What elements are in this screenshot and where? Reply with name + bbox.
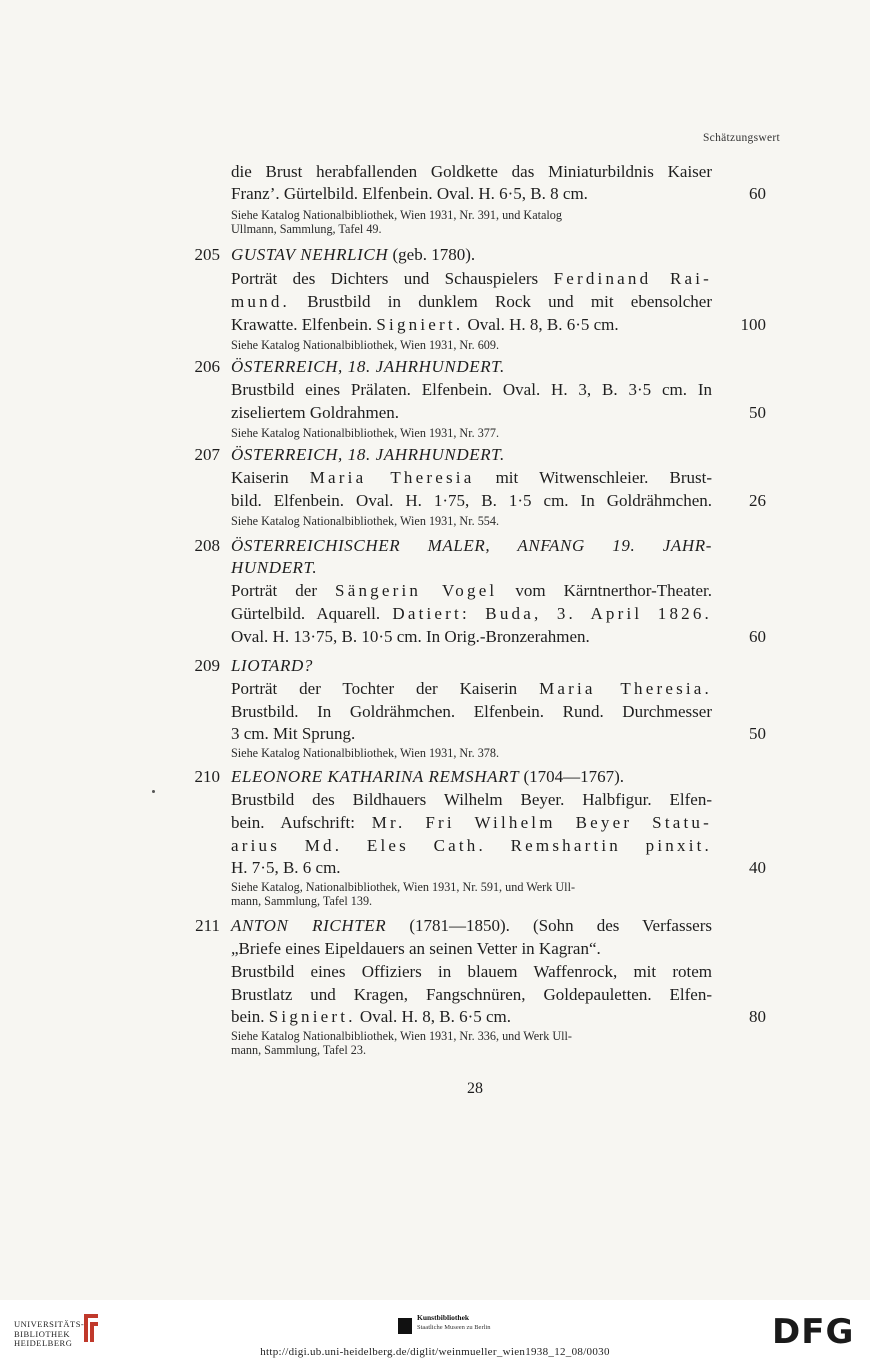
price: 40 (749, 858, 766, 877)
column-header-estimate: Schätzungswert (702, 132, 780, 144)
ink-speck (152, 790, 155, 793)
text-span: Porträt der Tochter der Kaiserin (231, 679, 540, 698)
artist-name: ELEONORE KATHARINA REMSHART (231, 767, 520, 786)
kunstbibliothek-subtitle: Staatliche Museen zu Berlin (417, 1324, 491, 1331)
text-line: Franz’. Gürtelbild. Elfenbein. Oval. H. 6·5, B. 8 cm. (231, 184, 588, 203)
text-line (231, 1006, 712, 1028)
text-line: Brustbild eines Prälaten. Elfenbein. Oval. H. 3, B. 3·5 cm. In (231, 380, 712, 399)
entry-title (231, 915, 712, 937)
text-line: „Briefe eines Eipeldauers an seinen Vetter in Kagran“. (231, 939, 601, 958)
text-line (231, 291, 712, 313)
entry-title: LIOTARD? (231, 656, 313, 675)
text-span: Brustbild in dunklem Rock und mit ebensolcher (289, 292, 712, 311)
price: 60 (749, 627, 766, 646)
reference-line: Ullmann, Sammlung, Tafel 49. (231, 222, 382, 236)
text-line: H. 7·5, B. 6 cm. (231, 858, 341, 877)
text-span: Porträt der (231, 581, 336, 600)
price: 26 (749, 491, 766, 510)
price: 60 (749, 184, 766, 203)
lot-number: 211 (195, 916, 220, 935)
text-line (231, 678, 712, 700)
entry-title: ÖSTERREICHISCHER MALER, ANFANG 19. JAHR- (231, 536, 712, 555)
text-line: die Brust herabfallenden Goldkette das Miniaturbildnis Kaiser (231, 162, 712, 181)
text-span: bein. (231, 1007, 269, 1026)
kunstbibliothek-icon (398, 1318, 412, 1334)
text-line (231, 314, 712, 336)
text-span: Porträt des Dichters und Schauspielers (231, 269, 554, 288)
text-line: Brustbild des Bildhauers Wilhelm Beyer. Halbfigur. Elfen- (231, 790, 712, 809)
text-line (231, 580, 712, 602)
text-line (231, 812, 712, 834)
reference-line: Siehe Katalog Nationalbibliothek, Wien 1931, Nr. 377. (231, 426, 500, 440)
artist-dates: (1704—1767). (519, 767, 625, 786)
artist-dates: (geb. 1780). (388, 245, 476, 264)
reference-line: Siehe Katalog Nationalbibliothek, Wien 1931, Nr. 378. (231, 746, 500, 760)
artist-name: GUSTAV NEHRLICH (231, 245, 389, 264)
artist-name: ANTON RICHTER (231, 916, 387, 935)
text-span: Oval. H. 8, B. 6·5 cm. (355, 1007, 512, 1026)
text-line: Oval. H. 13·75, B. 10·5 cm. In Orig.-Bronzerahmen. (231, 627, 590, 646)
reference-line: Siehe Katalog Nationalbibliothek, Wien 1931, Nr. 336, und Werk Ull- (231, 1029, 572, 1043)
lot-number: 210 (194, 767, 220, 786)
lot-number: 208 (194, 536, 220, 555)
text-span: Kaiserin (231, 468, 310, 487)
lot-number: 209 (194, 656, 220, 675)
page-number: 28 (467, 1080, 483, 1097)
entry-title (231, 244, 712, 266)
entry-title (231, 766, 712, 788)
spaced-text: Sängerin Vogel (335, 581, 498, 600)
price: 80 (749, 1007, 766, 1026)
spaced-text: Ferdinand Rai- (553, 269, 713, 288)
reference-line: mann, Sammlung, Tafel 139. (231, 894, 373, 908)
kunstbibliothek-title[interactable]: Kunstbibliothek (417, 1313, 470, 1322)
text-line: Brustbild eines Offiziers in blauem Waffenrock, mit rotem (231, 962, 712, 981)
price: 50 (749, 403, 766, 422)
text-span: bein. Aufschrift: (231, 813, 372, 832)
text-line: arius Md. Eles Cath. Remshartin pinxit. (231, 836, 712, 855)
text-span: Oval. H. 8, B. 6·5 cm. (463, 315, 619, 334)
reference-line: Siehe Katalog Nationalbibliothek, Wien 1931, Nr. 554. (231, 514, 500, 528)
spaced-text: Datiert: Buda, 3. April 1826. (392, 604, 712, 623)
reference-line: Siehe Katalog Nationalbibliothek, Wien 1931, Nr. 391, und Katalog (231, 208, 562, 222)
price: 100 (740, 315, 766, 334)
reference-line: Siehe Katalog Nationalbibliothek, Wien 1931, Nr. 609. (231, 338, 500, 352)
university-mark-icon (80, 1310, 102, 1346)
text-line: bild. Elfenbein. Oval. H. 1·75, B. 1·5 cm. In Goldrähmchen. (231, 491, 712, 510)
text-span: mit Witwenschleier. Brust- (474, 468, 712, 487)
text-line (231, 268, 712, 290)
logo-text: HEIDELBERG (14, 1338, 73, 1348)
spaced-text: mund. (231, 292, 290, 311)
lot-number: 205 (194, 245, 220, 264)
reference-line: Siehe Katalog, Nationalbibliothek, Wien 1931, Nr. 591, und Werk Ull- (231, 880, 576, 894)
artist-dates: (1781—1850). (Sohn des Verfassers (386, 916, 713, 935)
entry-title: ÖSTERREICH, 18. JAHRHUNDERT. (231, 445, 505, 464)
permalink-url[interactable]: http://digi.ub.uni-heidelberg.de/diglit/weinmueller_wien1938_12_08/0030 (260, 1346, 610, 1358)
lot-number: 207 (194, 445, 220, 464)
entry-title: ÖSTERREICH, 18. JAHRHUNDERT. (231, 357, 505, 376)
spaced-text: Mr. Fri Wilhelm Beyer Statu- (371, 813, 712, 832)
spaced-text: Maria Theresia. (539, 679, 712, 698)
price: 50 (749, 724, 766, 743)
entry-title-cont: HUNDERT. (231, 558, 318, 577)
text-line: 3 cm. Mit Sprung. (231, 724, 356, 743)
logo-text: BIBLIOTHEK (14, 1328, 70, 1339)
spaced-text: Signiert. (376, 315, 464, 334)
reference-line: mann, Sammlung, Tafel 23. (231, 1043, 366, 1057)
text-line: ziseliertem Goldrahmen. (231, 403, 400, 422)
text-span: Gürtelbild. Aquarell. (231, 604, 393, 623)
text-line: Brustlatz und Kragen, Fangschnüren, Goldepauletten. Elfen- (231, 985, 712, 1004)
dfg-logo[interactable]: DFG (772, 1312, 855, 1352)
university-library-logo[interactable] (14, 1320, 84, 1349)
lot-number: 206 (194, 357, 220, 376)
text-span: vom Kärntnerthor-Theater. (497, 581, 712, 600)
spaced-text: Signiert. (268, 1007, 356, 1026)
text-span: Krawatte. Elfenbein. (231, 315, 377, 334)
text-line (231, 467, 712, 489)
text-line: Brustbild. In Goldrähmchen. Elfenbein. Rund. Durchmesser (231, 702, 712, 721)
text-line (231, 603, 712, 625)
spaced-text: Maria Theresia (309, 468, 475, 487)
logo-text: UNIVERSITÄTS- (14, 1319, 85, 1329)
